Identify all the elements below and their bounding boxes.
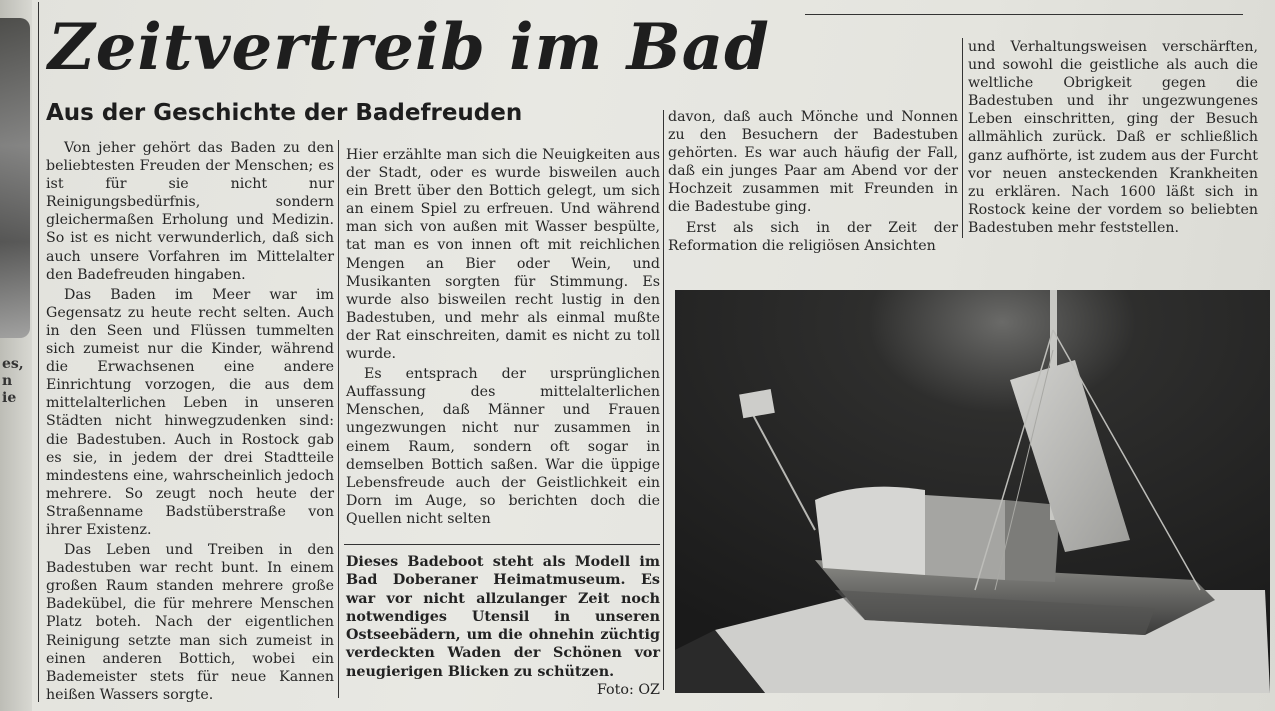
column-3 <box>668 108 958 255</box>
fragment-line-2: n <box>2 373 13 389</box>
headline: Zeitvertreib im Bad <box>48 10 770 85</box>
bathing-boat-photo <box>675 290 1270 693</box>
paragraph: davon, daß auch Mönche und Nonnen zu den Besuchern der Badestuben gehörten. Es war auch häufig der Fall, daß ein junges Paar am Abend vor der Hochzeit zusammen mit Freunden in die Badestube ging. <box>668 109 958 216</box>
photo-caption <box>346 553 660 699</box>
fragment-line-1: es, <box>2 356 24 372</box>
subheadline: Aus der Geschichte der Badefreuden <box>46 100 523 126</box>
column-rule-1 <box>338 140 339 698</box>
column-rule-2 <box>663 110 664 690</box>
column-1 <box>46 139 334 704</box>
paragraph: und Verhaltungsweisen verschärften, und sowohl die geistliche als auch die weltliche Obrigkeit gegen die Badestuben und ihr ungezwungenes Leben einschritten, ging der Besuch allmählich zurück. Daß er schließlich ganz aufhörte, ist zudem aus der Furcht vor neuen ansteckenden Krankheiten zu erklären. Nach 1600 läßt sich in Rostock keine der vordem so beliebten Badestuben mehr feststellen. <box>968 39 1258 236</box>
left-column-rule <box>38 2 39 702</box>
paragraph: Das Baden im Meer war im Gegensatz zu heute recht selten. Auch in den Seen und Flüssen tummelten sich zumeist nur die Kinder, während die Erwachsenen eine andere Einrichtung vorzogen, die aus dem mittelalterlichen Leben in unseren Städten nicht hinwegzudenken sind: die Badestuben. Auch in Rostock gab es sie, in jedem der drei Stadtteile mindestens eine, wahrscheinlich jedoch mehrere. So zeugt noch heute der Straßenname Badstüberstraße von ihrer Existenz. <box>46 286 334 538</box>
paragraph: Erst als sich in der Zeit der Reformation die religiösen Ansichten <box>668 219 958 254</box>
paragraph: Das Leben und Treiben in den Badestuben war recht bunt. In einem großen Raum standen mehrere große Badekübel, die für mehrere Menschen Platz boteh. Nach der eigentlichen Reinigung setzte man sich zumeist in einen anderen Bottich, wobei ein Bademeister stets für neue Kannen heißen Wassers sorgte. <box>46 542 334 703</box>
paragraph: Hier erzählte man sich die Neuigkeiten aus der Stadt, oder es wurde bisweilen auch ein Brett über den Bottich gelegt, um sich an einem Spiel zu erfreuen. Und während man sich von außen mit Wasser bespülte, tat man es von innen oft mit reichlichen Mengen an Bier oder Wein, und Musikanten sorgten für Stimmung. Es wurde also bisweilen recht lustig in den Badestuben, und mehr als einmal mußte der Rat einschreiten, damit es nicht zu toll wurde. <box>346 147 660 363</box>
adjacent-page-fragment <box>0 0 32 711</box>
fragment-line-3: ie <box>2 390 17 406</box>
photo-credit: Foto: OZ <box>596 682 660 699</box>
paragraph: Es entsprach der ursprünglichen Auffassung des mittelalterlichen Menschen, daß Männer und Frauen ungezwungen nicht nur zusammen in einem Raum, sondern oft sogar in demselben Bottich saßen. War die üppige Lebensfreude auch der Geistlichkeit ein Dorn im Auge, so berichten doch die Quellen nicht selten <box>346 366 660 527</box>
paragraph: Von jeher gehört das Baden zu den beliebtesten Freuden der Menschen; es ist für sie nicht nur Reinigungsbedürfnis, sondern gleichermaßen Erholung und Medizin. So ist es nicht verwunderlich, daß sich auch unsere Vorfahren im Mittelalter den Badefreuden hingaben. <box>46 140 334 283</box>
column-rule-3 <box>962 38 963 238</box>
column-4 <box>968 38 1258 237</box>
top-rule <box>805 14 1243 15</box>
adjacent-photo-fragment <box>0 18 30 338</box>
column-2 <box>346 146 660 528</box>
caption-rule <box>344 544 660 545</box>
caption-text: Dieses Badeboot steht als Modell im Bad Doberaner Heimatmuseum. Es war vor nicht allzulanger Zeit noch notwendiges Utensil in unseren Ostseebädern, um die ohnehin züchtig verdeckten Waden der Schönen vor neugierigen Blicken zu schützen. <box>346 554 660 680</box>
